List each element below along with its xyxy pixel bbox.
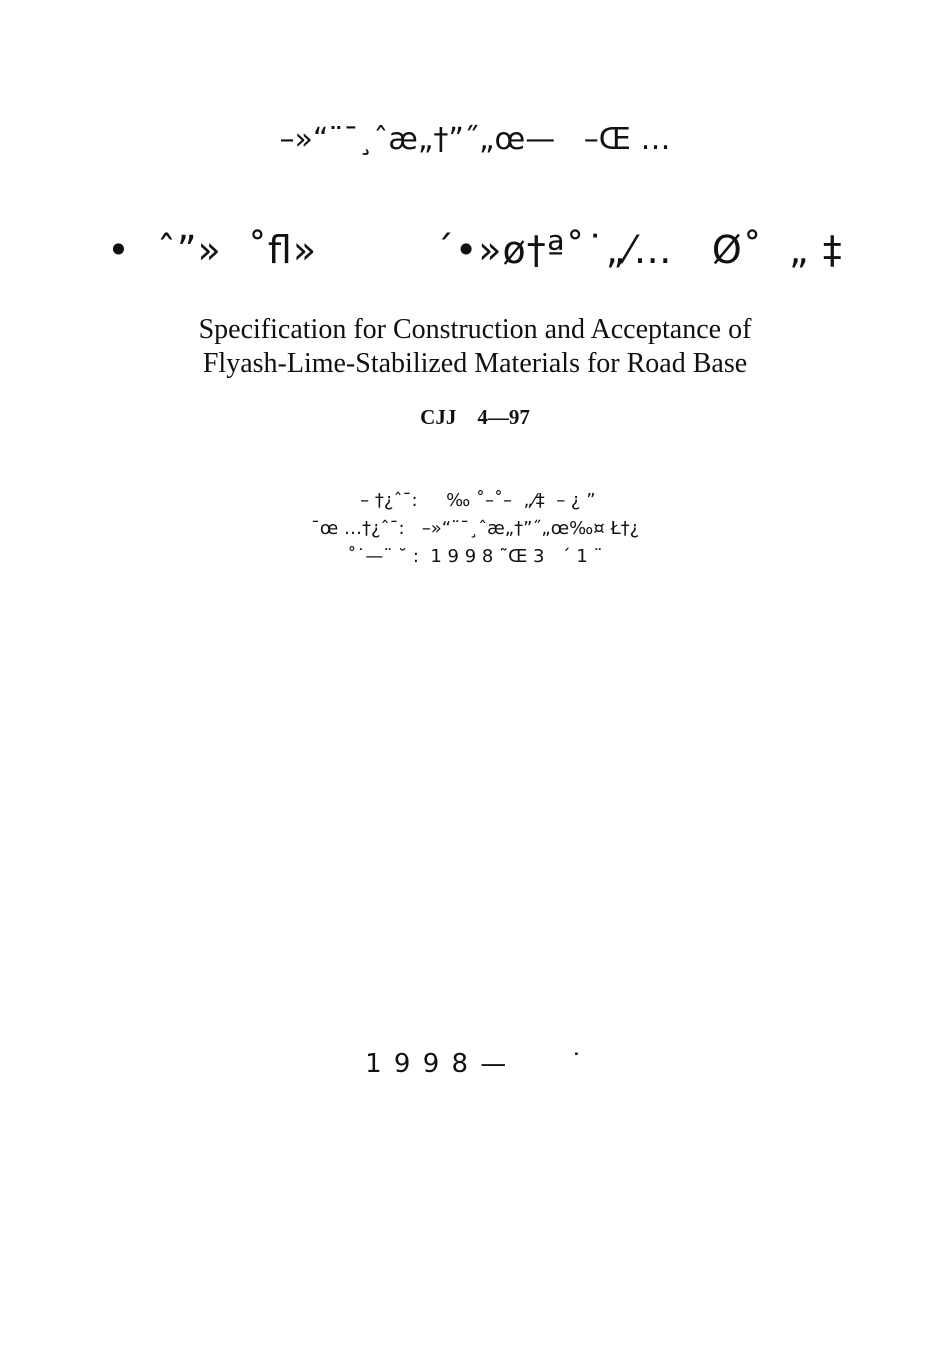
- issuing-authority: –»“¨¯¸ˆæ„†”˝„œ— –Œ …: [279, 122, 671, 157]
- approver-line: ¯œ …†¿ˆ¯: –»“¨¯¸ˆæ„†”˝„œ‰¤ Ł†¿: [310, 518, 640, 539]
- editor-line: – †¿ˆ¯: ‰ ˚–˚– „⁄‡ – ¿ ”: [354, 490, 596, 511]
- publication-footer: 1 9 9 8 — ˙: [365, 1049, 585, 1079]
- effective-date-line: ˚˙—¨ ˘ : 1 9 9 8 ˜Œ 3 ´ 1 ¨: [347, 546, 603, 567]
- document-title-english-line-2: Flyash-Lime-Stabilized Materials for Road Base: [202, 348, 748, 379]
- standard-code: CJJ 4—97: [420, 405, 530, 429]
- document-title-english-line-1: Specification for Construction and Acceptance of: [198, 314, 752, 345]
- document-title-chinese: • ˆ”» ˚ﬂ» ´•»ø†ª˚˙„⁄… Ø˚ „ ‡: [107, 228, 843, 272]
